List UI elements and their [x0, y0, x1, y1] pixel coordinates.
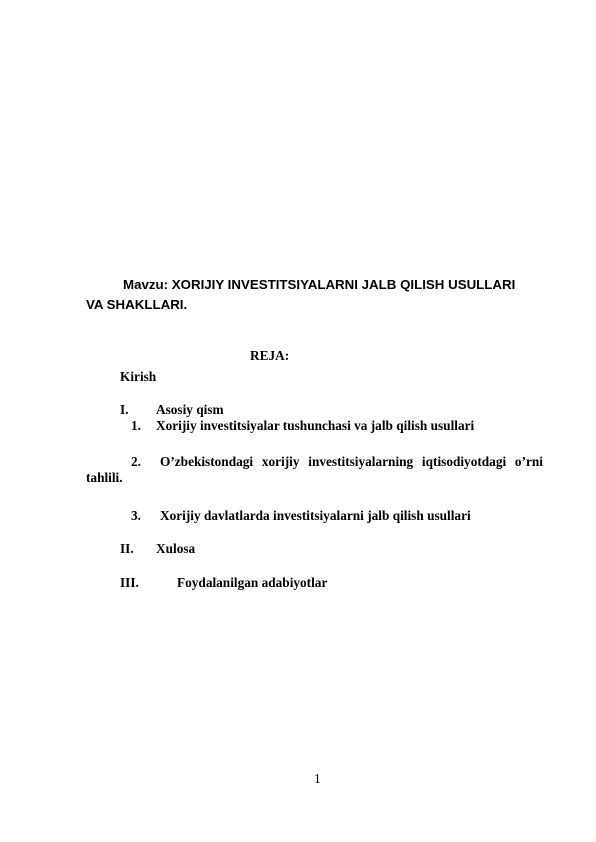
item-1-text: Xorijiy investitsiyalar tushunchasi va jalb qilish usullari [156, 418, 475, 433]
section-2-title: Xulosa [156, 541, 196, 556]
section-2-numeral: II. [120, 541, 134, 556]
item-2-number: 2. [131, 454, 141, 469]
item-1-number: 1. [131, 418, 141, 433]
section-1-title: Asosiy qism [156, 402, 224, 417]
item-3-text: Xorijiy davlatlarda investitsiyalarni jalb qilish usullari [160, 508, 471, 523]
topic-line-1: Mavzu: XORIJIY INVESTITSIYALARNI JALB QILISH USULLARI [123, 277, 516, 292]
item-2-text-line-1: O’zbekistondagi xorijiy investitsiyalarning iqtisodiyotdagi o’rni [160, 454, 543, 469]
item-3-number: 3. [131, 508, 141, 523]
section-3-numeral: III. [120, 575, 139, 590]
section-3-title: Foydalanilgan adabiyotlar [177, 575, 328, 590]
page-number: 1 [314, 771, 321, 786]
plan-heading: REJA: [250, 348, 290, 363]
topic-line-2: VA SHAKLLARI. [86, 297, 188, 312]
item-2-text-line-2: tahlili. [86, 470, 123, 485]
section-1-numeral: I. [120, 402, 129, 417]
intro-item: Kirish [120, 369, 157, 384]
